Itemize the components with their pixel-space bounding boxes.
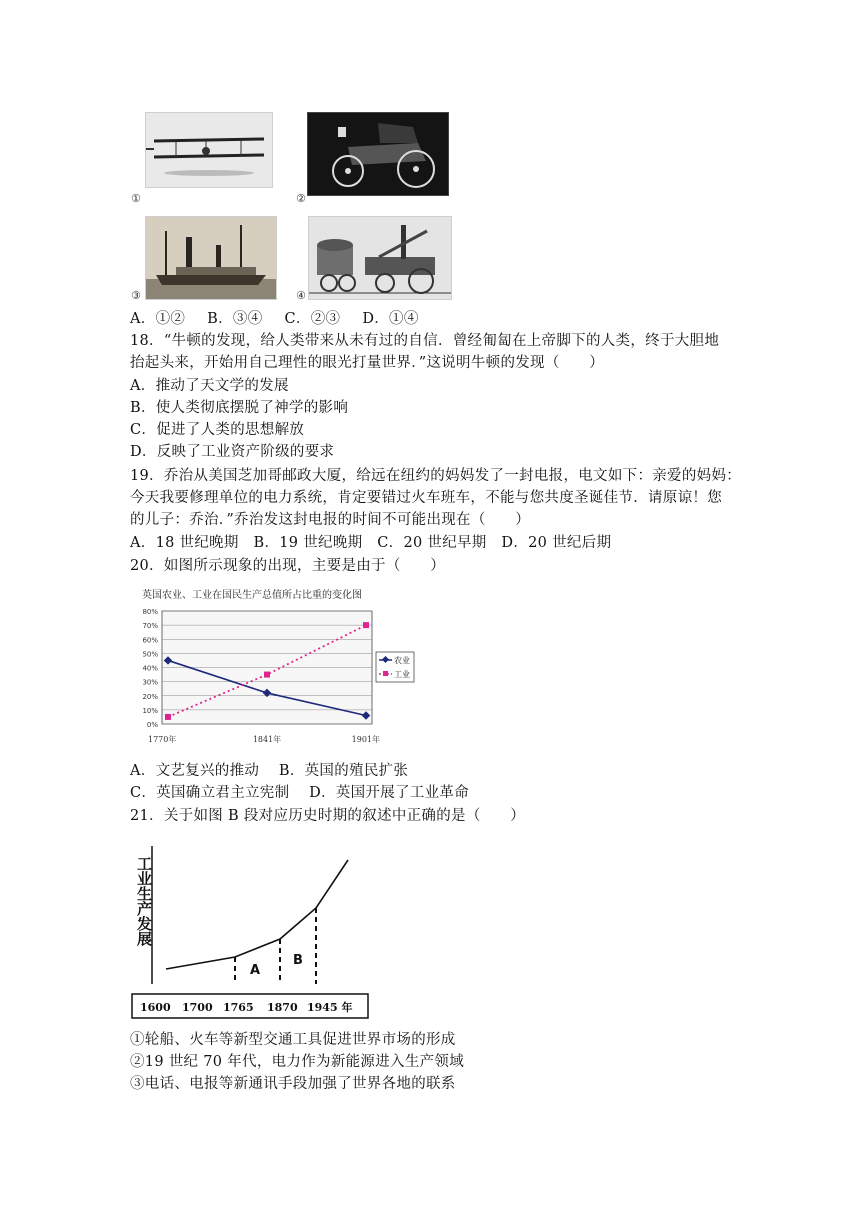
q17-options (130, 308, 441, 330)
legend-agriculture: 农业 (394, 656, 410, 665)
q18-option-a[interactable]: A．推动了天文学的发展 (130, 378, 289, 394)
photo-steamboat (145, 216, 277, 300)
y-tick-label: 20% (142, 692, 158, 701)
data-point (165, 714, 171, 720)
q17-option-c[interactable]: C．②③ (284, 311, 341, 327)
y-tick-label: 70% (142, 622, 158, 631)
photo-label-1: ① (131, 192, 141, 205)
q19-options[interactable]: A．18 世纪晚期 B．19 世纪晚期 C．20 世纪早期 D．20 世纪后期 (130, 535, 612, 551)
q19-stem-line-3: 的儿子：乔治．”乔治发这封电报的时间不可能出现在（ ） (130, 512, 531, 528)
y-tick-label: 50% (142, 650, 158, 659)
x-tick-1600: 1600 (140, 1001, 171, 1014)
q21-stem: 21．关于如图 B 段对应历史时期的叙述中正确的是（ ） (130, 808, 526, 824)
y-axis-label: 工业生产发展 (135, 856, 153, 946)
q21-industrial-development-chart (130, 826, 375, 1024)
steamboat-icon (146, 217, 276, 299)
q20-line-chart (140, 586, 420, 748)
y-tick-label: 80% (142, 608, 158, 616)
x-tick-1700: 1700 (182, 1001, 213, 1014)
x-tick-1765: 1765 (223, 1001, 254, 1014)
q17-option-a[interactable]: A．①② (130, 311, 186, 327)
x-tick-label: 1841年 (252, 735, 282, 744)
chart-y-ticks (142, 608, 158, 729)
x-tick-label: 1901年 (351, 735, 380, 744)
x-tick-1945: 1945 年 (307, 1001, 353, 1014)
chart-legend (376, 652, 414, 682)
data-point (264, 672, 270, 678)
segment-a-label: A (250, 963, 261, 978)
q18-stem-line-1: 18．“牛顿的发现，给人类带来从未有过的自信．曾经匍匐在上帝脚下的人类，终于大胆地 (130, 333, 720, 349)
biplane-icon (146, 113, 272, 187)
q19-stem-line-1: 19．乔治从美国芝加哥邮政大厦，给远在纽约的妈妈发了一封电报，电文如下：亲爱的妈妈： (130, 468, 742, 484)
q17-option-b[interactable]: B．③④ (207, 311, 263, 327)
photo-biplane (145, 112, 273, 188)
y-tick-label: 60% (142, 636, 158, 645)
q18-stem-line-2: 抬起头来，开始用自己理性的眼光打量世界．”这说明牛顿的发现（ ） (130, 355, 605, 371)
chart-x-ticks (148, 734, 380, 744)
photo-label-4: ④ (296, 289, 306, 302)
photo-locomotive (308, 216, 452, 300)
steam-locomotive-icon (309, 217, 451, 299)
q21-item-3[interactable]: ③电话、电报等新通讯手段加强了世界各地的联系 (130, 1076, 456, 1092)
y-tick-label: 40% (142, 664, 158, 673)
q18-option-d[interactable]: D．反映了工业资产阶级的要求 (130, 444, 335, 460)
chart-title: 英国农业、工业在国民生产总值所占比重的变化图 (142, 590, 362, 601)
y-tick-label: 0% (146, 721, 158, 729)
x-tick-label: 1770年 (148, 735, 177, 744)
q19-stem-line-2: 今天我要修理单位的电力系统，肯定要错过火车班车，不能与您共度圣诞佳节．请原谅！您 (130, 490, 722, 506)
industry-growth-curve (166, 860, 348, 969)
q20-options-line-2[interactable]: C．英国确立君主立宪制 D．英国开展了工业革命 (130, 785, 470, 801)
q18-option-c[interactable]: C．促进了人类的思想解放 (130, 422, 305, 438)
segment-b-label: B (293, 953, 303, 968)
q20-options-line-1[interactable]: A．文艺复兴的推动 B．英国的殖民扩张 (130, 763, 409, 779)
photo-label-3: ③ (131, 289, 141, 302)
q20-stem: 20．如图所示现象的出现，主要是由于（ ） (130, 558, 446, 574)
q21-item-2[interactable]: ②19 世纪 70 年代，电力作为新能源进入生产领域 (130, 1054, 465, 1070)
data-point (363, 622, 369, 628)
photo-automobile (307, 112, 449, 196)
chart-gridlines (162, 611, 372, 724)
q21-item-1[interactable]: ①轮船、火车等新型交通工具促进世界市场的形成 (130, 1032, 456, 1048)
y-tick-label: 10% (142, 706, 158, 715)
early-automobile-icon (308, 113, 448, 195)
legend-industry: 工业 (394, 670, 410, 679)
x-tick-1870: 1870 (267, 1001, 298, 1014)
y-tick-label: 30% (142, 678, 158, 687)
photo-label-2: ② (296, 192, 306, 205)
q17-option-d[interactable]: D．①④ (362, 311, 419, 327)
q18-option-b[interactable]: B．使人类彻底摆脱了神学的影响 (130, 400, 349, 416)
